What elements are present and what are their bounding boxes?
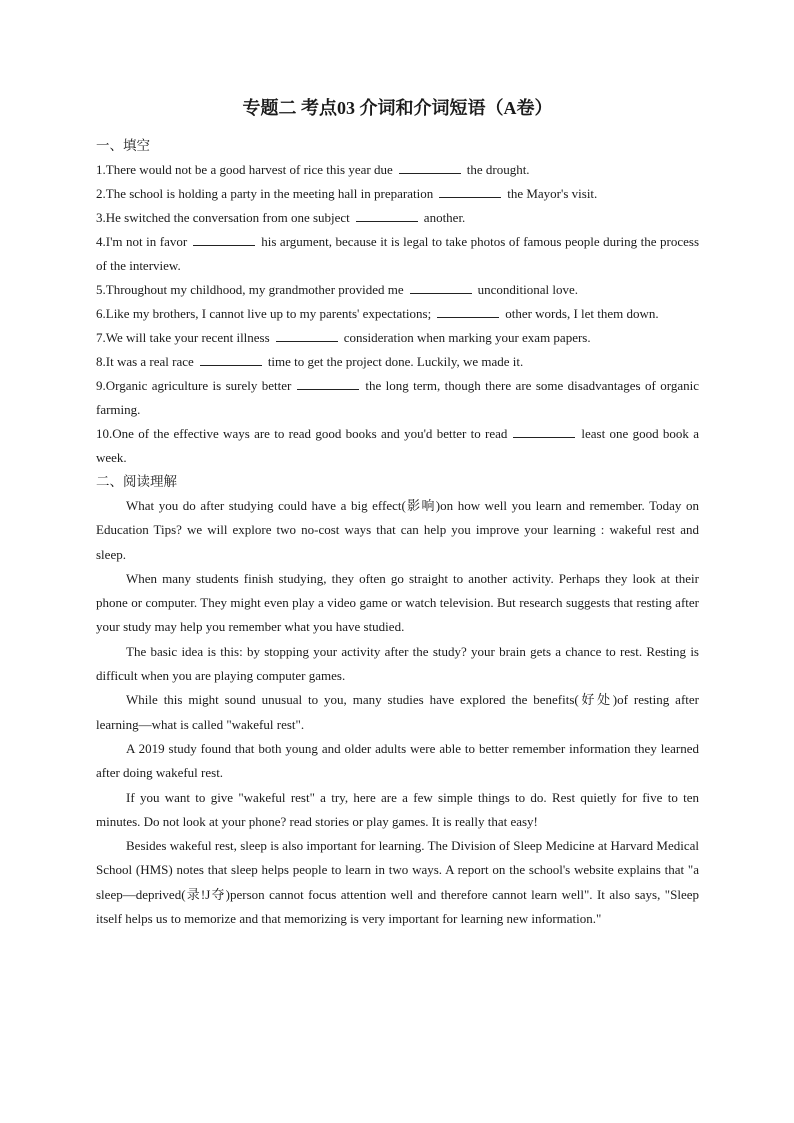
question-8: 8.It was a real race time to get the project done. Luckily, we made it. <box>96 350 699 374</box>
answer-blank-3[interactable] <box>356 207 418 222</box>
reading-passage <box>96 494 699 931</box>
worksheet-page <box>96 96 699 931</box>
answer-blank-8[interactable] <box>200 351 262 366</box>
section-reading-heading: 二、阅读理解 <box>96 474 177 489</box>
passage-paragraph-7: Besides wakeful rest, sleep is also important for learning. The Division of Sleep Medicine at Harvard Medical School (HMS) notes that sleep helps people to learn in two ways. A report on the school's website explains that "a sleep—deprived(录!J夺)person cannot focus attention well and therefore cannot learn well". It also says, "Sleep itself helps us to memorize and that memorizing is very important for learning new information." <box>96 838 699 927</box>
passage-paragraph-2: When many students finish studying, they often go straight to another activity. Perhaps they look at their phone or computer. They might even play a video game or watch television. But research suggests that resting after your study may help you remember what you have studied. <box>96 570 699 635</box>
passage-paragraph-3: The basic idea is this: by stopping your activity after the study? your brain gets a chance to rest. Resting is difficult when you are playing computer games. <box>96 643 699 684</box>
answer-blank-1[interactable] <box>399 159 461 174</box>
answer-blank-4[interactable] <box>193 231 255 246</box>
answer-blank-5[interactable] <box>410 279 472 294</box>
passage-paragraph-4: While this might sound unusual to you, many studies have explored the benefits(好处)of resting after learning—what is called "wakeful rest". <box>96 692 699 732</box>
passage-paragraph-5: A 2019 study found that both young and older adults were able to better remember information they learned after doing wakeful rest. <box>96 740 699 781</box>
answer-blank-7[interactable] <box>276 327 338 342</box>
question-3: 3.He switched the conversation from one subject another. <box>96 206 699 230</box>
question-10: 10.One of the effective ways are to read good books and you'd better to read least one good book a week. <box>96 422 699 470</box>
section-fill-in-heading: 一、填空 <box>96 138 150 153</box>
answer-blank-2[interactable] <box>439 183 501 198</box>
question-5: 5.Throughout my childhood, my grandmother provided me unconditional love. <box>96 278 699 302</box>
question-7: 7.We will take your recent illness consideration when marking your exam papers. <box>96 326 699 350</box>
question-2: 2.The school is holding a party in the meeting hall in preparation the Mayor's visit. <box>96 182 699 206</box>
page-title: 专题二 考点03 介词和介词短语（A卷） <box>242 98 553 118</box>
answer-blank-9[interactable] <box>297 375 359 390</box>
passage-paragraph-1: What you do after studying could have a big effect(影响)on how well you learn and remember. Today on Education Tips? we will explore two no-cost ways that can help you improve your learning : wakeful rest and sleep. <box>96 498 699 562</box>
answer-blank-10[interactable] <box>513 423 575 438</box>
question-9: 9.Organic agriculture is surely better the long term, though there are some disadvantages of organic farming. <box>96 374 699 422</box>
question-4: 4.I'm not in favor his argument, because it is legal to take photos of famous people during the process of the interview. <box>96 230 699 278</box>
answer-blank-6[interactable] <box>437 303 499 318</box>
question-1: 1.There would not be a good harvest of rice this year due the drought. <box>96 158 699 182</box>
passage-paragraph-6: If you want to give "wakeful rest" a try, here are a few simple things to do. Rest quietly for five to ten minutes. Do not look at your phone? read stories or play games. It is really that easy! <box>96 789 699 829</box>
question-list <box>96 158 699 470</box>
question-6: 6.Like my brothers, I cannot live up to my parents' expectations; other words, I let them down. <box>96 302 699 326</box>
